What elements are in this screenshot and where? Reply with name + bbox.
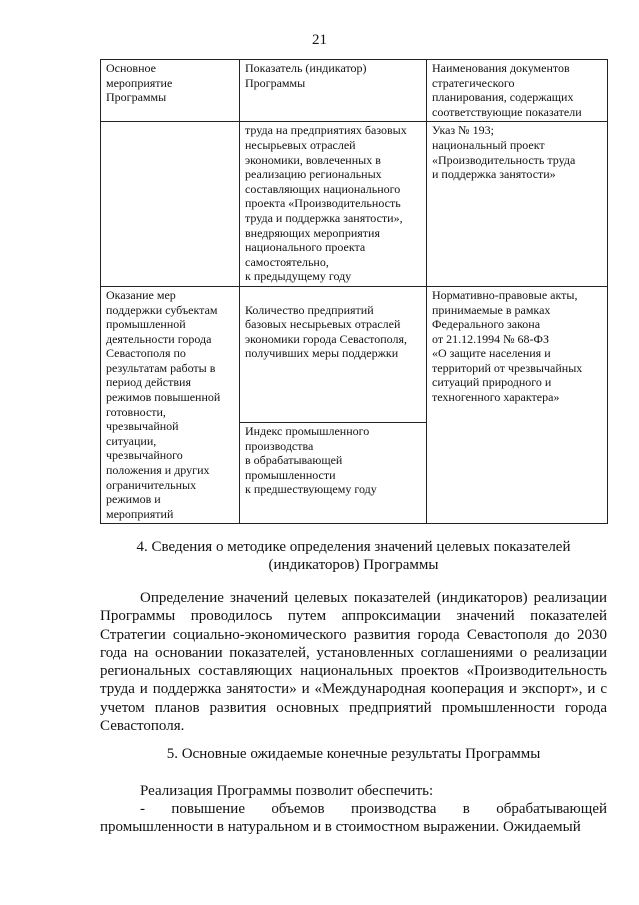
section-4-paragraph: Определение значений целевых показателей (индикаторов) реализации Программы проводилось путем аппроксимации значений показателей Стратегии социально-экономического развития города Севастополя до 2030 года на основании показателей, установленных соглашениями о реализации региональных составляющих национальных проектов «Производительность труда и поддержка занятости» и «Международная кооперация и экспорт», и с учетом планов развития основных предприятий промышленности города Севастополя. (100, 590, 607, 735)
row2-activity-cell: Оказание мер поддержки субъектам промышленной деятельности города Севастополя по результатам работы в период действия режимов повышенной готовности, чрезвычайной ситуации, чрезвычайного положения и других ограничительных режимов и мероприятий (101, 286, 240, 524)
row1-documents-cell: Указ № 193; национальный проект «Производительность труда и поддержка занятости» (427, 122, 608, 287)
row2-indicator-2: Индекс промышленного производства в обрабатывающей промышленности к предшествующему году (240, 422, 426, 497)
table-row (101, 122, 608, 287)
row1-indicator-cell: труда на предприятиях базовых несырьевых отраслей экономики, вовлеченных в реализацию региональных составляющих национального проекта «Производительность труда и поддержка занятости», внедряющих мероприятия национального проекта самостоятельно, к предыдущему году (240, 122, 427, 287)
page-number: 21 (312, 32, 327, 48)
header-indicator: Показатель (индикатор) Программы (240, 60, 427, 122)
header-activity: Основное мероприятие Программы (101, 60, 240, 122)
section-4-heading: 4. Сведения о методике определения значений целевых показателей (индикаторов) Программы (136, 539, 571, 573)
table-row (101, 286, 608, 524)
row2-indicator-1: Количество предприятий базовых несырьевых отраслей экономики города Севастополя, получивших меры поддержки (245, 302, 408, 361)
programme-activities-table (100, 59, 608, 524)
row1-activity-cell (101, 122, 240, 287)
section-5-intro: Реализация Программы позволит обеспечить: (140, 783, 434, 799)
section-5-heading: 5. Основные ожидаемые конечные результаты Программы (166, 746, 541, 762)
section-5-bullet: - повышение объемов производства в обрабатывающей промышленности в натуральном и в стоимостном выражении. Ожидаемый (100, 801, 607, 836)
table-header-row (101, 60, 608, 122)
row2-indicator-cell (240, 286, 427, 524)
row2-documents-cell: Нормативно-правовые акты, принимаемые в рамках Федерального закона от 21.12.1994 № 68-ФЗ «О защите населения и территорий от чрезвычайных ситуаций природного и техногенного характера» (427, 286, 608, 524)
header-documents: Наименования документов стратегического планирования, содержащих соответствующие показатели (427, 60, 608, 122)
